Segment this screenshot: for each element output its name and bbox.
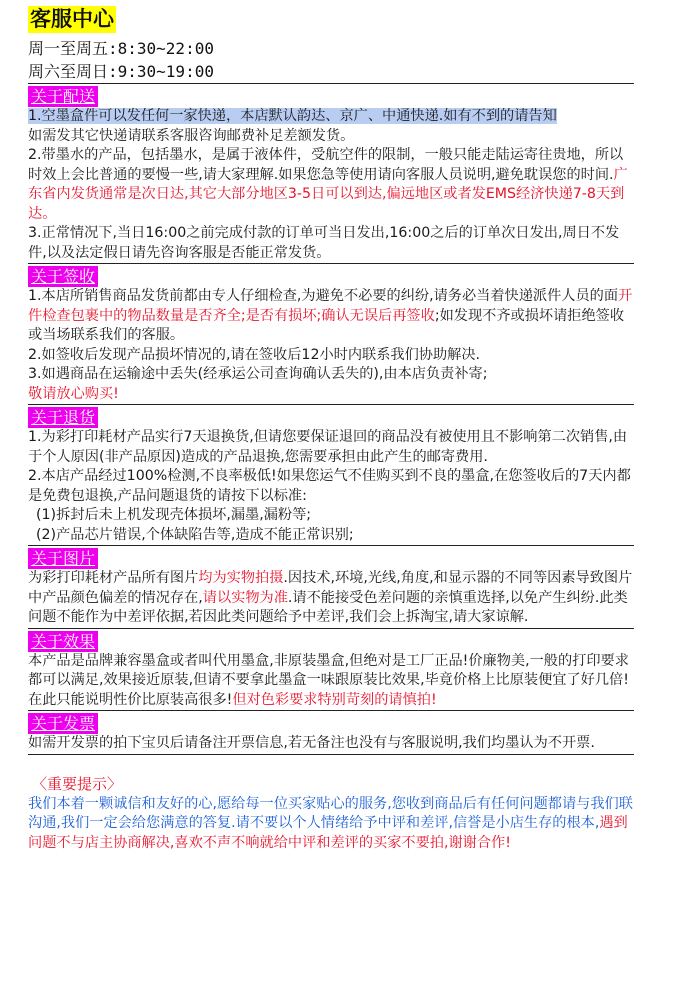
delivery-p3: 3.正常情况下,当日16:00之前完成付款的订单可当日发出,16:00之后的订单次日发出,周日不发件,以及法定假日请先咨询客服是否能正常发货。 xyxy=(28,224,634,264)
returns-p1: 1.为彩打印耗材产品实行7天退换货,但请您要保证退回的商品没有被使用且不影响第二次销售,由于个人原因(非产品原因)造成的产品退换,您需要承担由此产生的邮寄费用. xyxy=(28,429,628,465)
effect-p1-red: 但对色彩要求特别苛刻的请慎拍! xyxy=(232,691,437,708)
signing-p1-text: 1.本店所销售商品发货前都由专人仔细检查,为避免不必要的纠纷,请务必当着快递派件人员的面 xyxy=(28,288,619,304)
section-heading-signing: 关于签收 xyxy=(28,266,98,287)
delivery-p2-red: 广东省内发货通常是次日达,其它大部分地区3-5日可以到达,偏远地区或者发EMS经济快递7-8天到达。 xyxy=(28,166,628,222)
section-images xyxy=(28,546,634,629)
images-p1-mid: .因技术,环境,光线,角度,和显示器的不同等因素导致图片中产品颜色偏差的情况存在, xyxy=(28,570,633,606)
page-title xyxy=(28,6,634,33)
section-heading-images: 关于图片 xyxy=(28,548,98,569)
signing-p4: 敬请放心购买! xyxy=(28,385,634,406)
images-p1 xyxy=(28,569,634,629)
images-p1-tail: .请不能接受色差问题的亲慎重选择,以免产生纠纷.此类问题不能作为中差评依据,若因此类问题给予中差评,我们会上拆淘宝,请大家谅解. xyxy=(28,589,628,625)
section-signing xyxy=(28,264,634,405)
signing-p1-tail: ;如发现不齐或损坏请拒绝签收或当场联系我们的客服。 xyxy=(28,307,625,343)
returns-item-1: (1)拆封后未上机发现壳体损坏,漏墨,漏粉等; xyxy=(36,507,312,523)
tips-body xyxy=(28,795,634,854)
section-heading-returns: 关于退货 xyxy=(28,407,98,428)
images-p1-text: 为彩打印耗材产品所有图片 xyxy=(28,570,199,586)
signing-p1 xyxy=(28,287,634,346)
delivery-p1-highlight: 1.空墨盒件可以发任何一家快递，本店默认韵达、京广、中通快递.如有不到的请告知 xyxy=(28,108,557,124)
images-p1-red: 均为实物拍摄 xyxy=(198,570,284,586)
delivery-p2 xyxy=(28,146,634,224)
effect-p1 xyxy=(28,652,634,712)
section-invoice xyxy=(28,711,634,755)
hours-weekday: 周一至周五:8:30~22:00 xyxy=(28,39,214,58)
signing-p1-red: 开件检查包裹中的物品数量是否齐全;是否有损坏;确认无误后再签收 xyxy=(28,288,633,324)
hours-weekend: 周六至周日:9:30~19:00 xyxy=(28,60,634,84)
tips-red-text: 遇到问题不与店主协商解决,喜欢不声不响就给中评和差评的买家不要拍,谢谢合作! xyxy=(28,815,628,851)
section-returns xyxy=(28,405,634,546)
signing-p3: 3.如遇商品在运输途中丢失(经承运公司查询确认丢失的),由本店负责补寄; xyxy=(28,366,488,382)
effect-p1-text: 本产品是品牌兼容墨盒或者叫代用墨盒,非原装墨盒,但绝对是工厂正品!价廉物美,一般的打印要求都可以满足,效果接近原装,但请不要拿此墨盒一味跟原装比效果,毕竟价格上比原装便宜了好几倍!在此只能说明性价比原装高很多! xyxy=(28,652,629,708)
delivery-p1 xyxy=(28,107,634,127)
returns-p2: 2.本店产品经过100%检测,不良率极低!如果您运气不佳购买到不良的墨盒,在您签收后的7天内都是免费包退换,产品问题退货的请按下以标准: xyxy=(28,468,631,504)
delivery-p1b: 如需发其它快递请联系客服咨询邮费补足差额发货。 xyxy=(28,127,355,144)
signing-p2: 2.如签收后发现产品损坏情况的,请在签收后12小时内联系我们协助解决. xyxy=(28,346,481,363)
section-delivery xyxy=(28,84,634,264)
invoice-p1: 如需开发票的拍下宝贝后请备注开票信息,若无备注也没有与客服说明,我们均墨认为不开票. xyxy=(28,734,634,755)
customer-service-page xyxy=(28,6,634,853)
section-effect xyxy=(28,629,634,712)
section-heading-effect: 关于效果 xyxy=(28,631,98,652)
returns-item-2: (2)产品芯片错误,个体缺陷告等,造成不能正常识别; xyxy=(28,526,634,547)
tips-blue-text: 我们本着一颗诚信和友好的心,愿给每一位买家贴心的服务,您收到商品后有任何问题都请与我们联沟通,我们一定会给您满意的答复.请不要以个人情绪给予中评和差评,信誉是小店生存的根本, xyxy=(28,795,633,831)
tips-heading: 〈重要提示〉 xyxy=(32,774,123,793)
title-highlight: 客服中心 xyxy=(30,7,114,31)
important-tips xyxy=(28,773,634,854)
images-p1-red2: 请以实物为准 xyxy=(202,589,288,606)
section-heading-invoice: 关于发票 xyxy=(28,713,98,734)
section-heading-delivery: 关于配送 xyxy=(28,86,98,107)
delivery-p2-text: 2.带墨水的产品，包括墨水，是属于液体件，受航空件的限制，一般只能走陆运寄往贵地，所以时效上会比普通的要慢一些,请大家理解.如果您急等使用请向客服人员说明,避免耽误您的时间. xyxy=(28,147,624,183)
